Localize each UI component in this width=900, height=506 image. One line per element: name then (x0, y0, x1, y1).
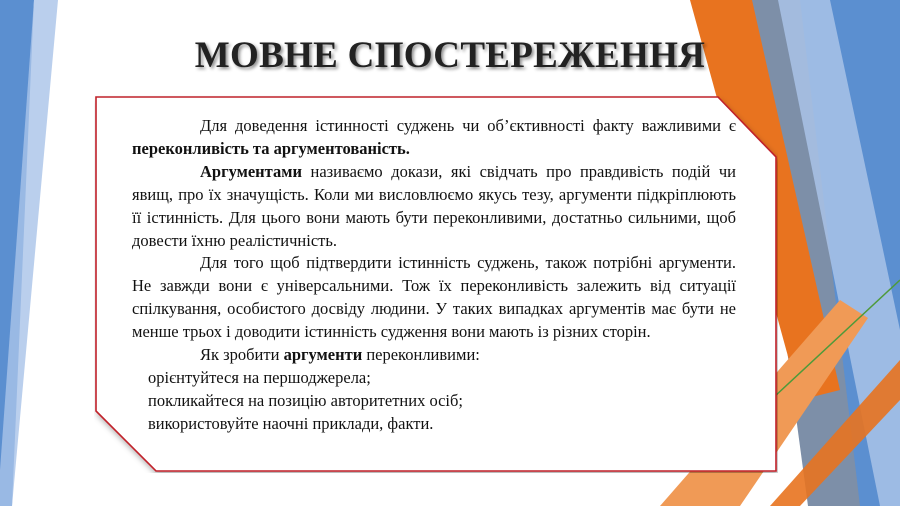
paragraph-2-text: називаємо докази, які свідчать про правдивість подій чи явищ, про їх значущість. Коли ми висловлюємо якусь тезу, аргументи підкріплюють її істинність. Для цього вони мають бути переконливими, достатньо сильними, щоб довести їхню реалістичність. (132, 161, 736, 250)
paragraph-1 (132, 115, 736, 161)
slide-title: МОВНЕ СПОСТЕРЕЖЕННЯ (194, 35, 706, 76)
paragraph-4-bold: аргументи (283, 345, 363, 365)
paragraph-4-tail: переконливими: (362, 345, 480, 365)
paragraph-2 (132, 161, 736, 253)
bullet-mark-icon (132, 367, 148, 390)
paragraph-2-bold: Аргументами (200, 161, 302, 181)
list-item (132, 390, 736, 413)
list-item (132, 367, 736, 390)
paragraph-4-text: Як зробити (200, 345, 284, 365)
paragraph-1-bold: переконливість та аргументованість. (132, 138, 410, 158)
bullet-text: використовуйте наочні приклади, факти. (148, 413, 434, 433)
list-item (132, 413, 736, 436)
bullet-mark-icon (132, 390, 148, 413)
paragraph-4 (132, 344, 736, 367)
bullet-list (132, 367, 736, 436)
slide-text (132, 115, 736, 436)
bullet-text: покликайтеся на позицію авторитетних осіб; (148, 390, 463, 410)
bullet-mark-icon (132, 413, 148, 436)
paragraph-1-text: Для доведення істинності суджень чи об’єктивності факту важливими є (200, 116, 736, 135)
paragraph-3-text: Для того щоб підтвердити істинність суджень, також потрібні аргументи. Не завжди вони є універсальними. Тож їх переконливість залежить від ситуації спілкування, особистого досвіду людини. У таких випадках аргументів має бути не менше трьох і доводити істинність судження вони мають із різних сторін. (132, 253, 736, 342)
paragraph-3 (132, 252, 736, 344)
bullet-text: орієнтуйтеся на першоджерела; (148, 367, 371, 387)
